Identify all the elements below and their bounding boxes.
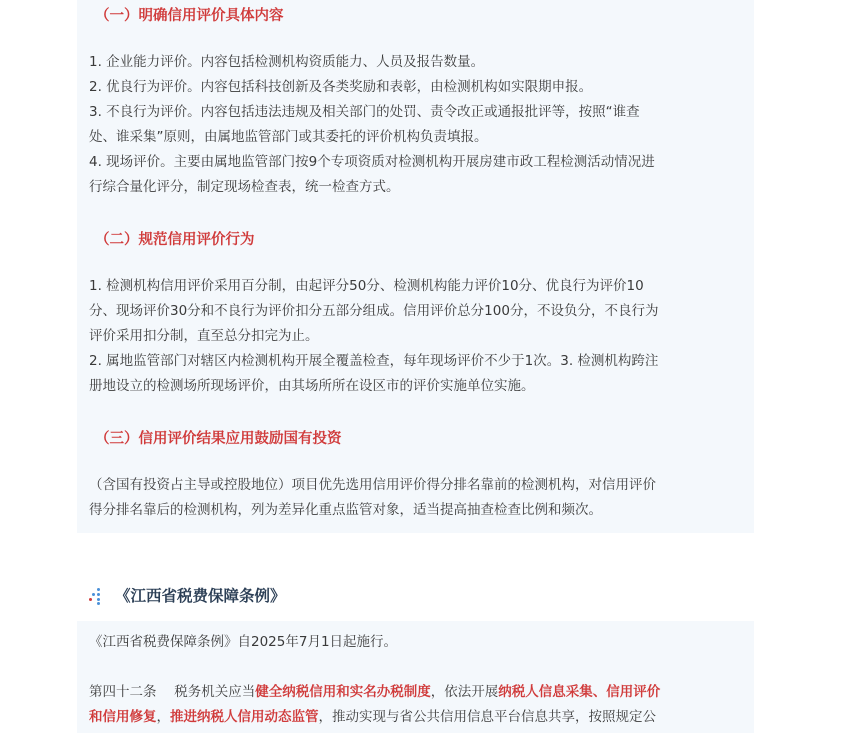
article-highlight: 推进纳税人信用动态监管 (170, 709, 319, 725)
section1-body (89, 50, 749, 200)
section3-body (89, 473, 749, 523)
section1-line: 处、谁采集”原则，由属地监管部门或其委托的评价机构负责填报。 (89, 129, 488, 145)
section2-body (89, 274, 749, 399)
article-text: 第四十二条 税务机关应当 (89, 684, 256, 700)
section1-heading: （一）明确信用评价具体内容 (95, 8, 284, 24)
section2-line: 评价采用扣分制，直至总分扣完为止。 (89, 328, 319, 344)
regulation-title-row (89, 584, 286, 606)
section1-line: 1. 企业能力评价。内容包括检测机构资质能力、人员及报告数量。 (89, 54, 485, 70)
section2-line: 分、现场评价30分和不良行为评价扣分五部分组成。信用评价总分100分，不设负分，不良行为 (89, 303, 659, 319)
article-highlight: 纳税人信息采集、信用评价 (498, 684, 661, 700)
article-text: ，推动实现与省公共信用信息平台信息共享，按照规定公 (318, 709, 656, 725)
section3-heading: （三）信用评价结果应用鼓励国有投资 (95, 431, 342, 447)
section2-line: 册地设立的检测场所现场评价，由其场所所在设区市的评价实施单位实施。 (89, 378, 535, 394)
article-text: ，依法开展 (430, 684, 499, 700)
article-line-2 (89, 709, 656, 725)
section1-line: 2. 优良行为评价。内容包括科技创新及各类奖励和表彰，由检测机构如实限期申报。 (89, 79, 593, 95)
article-text: ， (156, 709, 170, 725)
regulation-title: 《江西省税费保障条例》 (115, 587, 286, 605)
section3-line: 得分排名靠后的检测机构，列为差异化重点监管对象，适当提高抽查检查比例和频次。 (89, 502, 602, 518)
article-line-1 (89, 684, 660, 700)
section1-line: 行综合量化评分，制定现场检查表，统一检查方式。 (89, 179, 400, 195)
article-highlight: 健全纳税信用和实名办税制度 (255, 684, 431, 700)
dots-grid-icon (89, 586, 103, 604)
regulation-intro: 《江西省税费保障条例》自2025年7月1日起施行。 (89, 634, 398, 650)
section2-line: 2. 属地监管部门对辖区内检测机构开展全覆盖检查，每年现场评价不少于1次。3. 检测机构跨注 (89, 353, 659, 369)
section1-line: 4. 现场评价。主要由属地监管部门按9个专项资质对检测机构开展房建市政工程检测活动情况进 (89, 154, 655, 170)
regulation-article (89, 680, 749, 730)
article-highlight: 和信用修复 (89, 709, 157, 725)
section1-line: 3. 不良行为评价。内容包括违法违规及相关部门的处罚、责令改正或通报批评等，按照“谁查 (89, 104, 640, 120)
section2-line: 1. 检测机构信用评价采用百分制，由起评分50分、检测机构能力评价10分、优良行为评价10 (89, 278, 644, 294)
section2-heading: （二）规范信用评价行为 (95, 232, 255, 248)
section3-line: （含国有投资占主导或控股地位）项目优先选用信用评价得分排名靠前的检测机构，对信用评价 (89, 477, 656, 493)
